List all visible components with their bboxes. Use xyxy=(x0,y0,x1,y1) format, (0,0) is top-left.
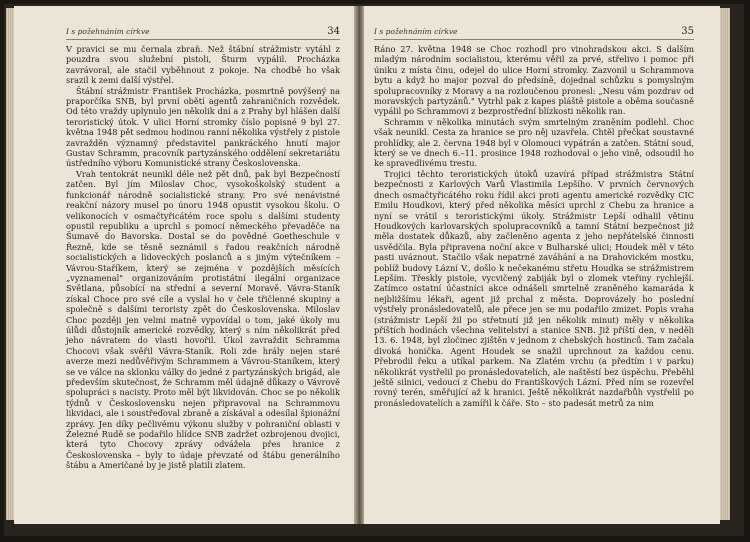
right-page xyxy=(364,6,720,524)
right-running-head: I s požehnáním církve xyxy=(374,27,458,36)
right-page-edges xyxy=(720,8,730,520)
right-page-header xyxy=(374,26,694,40)
left-page-number: 34 xyxy=(327,26,340,37)
paragraph: Vrah tentokrát neunikl déle než pět dnů, pak byl Bezpečností zatčen. Byl jím Miloslav Choc, vysokoškolský student a funkcionář národně socialistické strany. Pro své nenávistné reakční názory musel po únoru 1948 opustit vysokou školu. O velikonocích v osmačtyřicátém roce spolu s dalšími studenty opustil republiku a uprchl s pomocí německého převaděče na Šumavě do Bavorska. Dostal se do povědné Goetheschule v Řezně, kde se těsně seznámil s řadou reakčních národně socialistických a lidoveckých poslanců a s jiným výtečníkem – Vávrou-Staříkem, který se zejména v pozdějších měsících „vyznamenal" organizováním protistátní ilegální organizace Světlana, působící na střední a severní Moravě. Vávra-Staník získal Choce pro své cíle a vyslal ho v čele třičlenné skupiny a společně s dalšími teroristy zpět do Československa. Miloslav Choc později jen velmi matně vypovídal o tom, jaké úkoly mu úlůdi důstojník americké rozvědky, který s ním několikrát před jeho návratem do vlasti hovořil. Úkol zavraždit Schramma Chocovi však svěřil Vávra-Staník. Roli zde hrály nejen staré averze mezi nedůvěřivým Schrammem a Vávrou-Staníkem, který se ve válce na sklonku války do jedné z partyzánských brigád, ale především skutečnost, že Schramm měl údajně důkazy o Vávrově spolupráci s nacisty. Proto měl být likvidován. Choc se po několik týdnů v Československu nejen připravoval na Schrammovu likvidaci, ale i soustřeďoval zbraně a získával a odesílal špionážní zprávy. Jen díky pečlivému výkonu služby v pohraniční oblasti v Železné Rudě se podařilo hlídce SNB zadržet ozbrojenou dvojici, která tyto Chocovy zprávy odvážela přes hranice z Československa – byly to údaje převzaté od štábu generálního štábu a Američané by je jistě platili zlatem. xyxy=(66,168,340,471)
paragraph: Trojici těchto teroristických útoků uzavírá případ strážmistra Státní bezpečnosti z Karlových Varů Vlastimila Lepšího. V prvních červnových dnech osmačtyřicátého roku řídil akci proti agentu americké rozvědky CIC Emilu Houdkovi, který před několika měsíci uprchl z Chebu za hranice a nyní se vrátil s teroristickými úkoly. Strážmistr Lepší odhalil větinu Houdkových karlovarských spolupracovníků a tamní Státní bezpečnost již měla dostatek důkazů, aby začleněno agenta z jeho nepřátelské činnosti usvědčila. Byla připravena noční akce v Bulharské ulici; Houdek měl v této pasti uváznout. Stačilo však nepatrné zaváhání a na Drahovickém mostku, poblíž budovy Lázní V., došlo k nečekanému střetu Houdka se strážmistrem Lepším. Třeskly pistole, vycvičený zabiják byl o zlomek vteřiny rychlejší. Zatímco ostatní účastníci akce odnášeli smrtelně zraněného kamaráda k nejbližšímu lékaři, agent již prchal z města. Doprovázely ho poslední výstřely pronásledovatelů, ale přece jen se mu podařilo zmizet. Popis vraha (strážmistr Lepší žil po střetnutí již jen několik minut) měly v několika příštích hodinách všechna velitelství a stanice SNB. Již příští den, v neděli 13. 6. 1948, byl zločinec zjištěn v jednom z chebských hostinců. Tam začala divoká honička. Agent Houdek se snažil uprchnout za každou cenu. Přebrodil řeku a utíkal parkem. Na Zlatém vrchu (a předtím i v parku) několikrát vystřelil po pronásledovatelích, ale naštěstí bez úspěchu. Přeběhl ještě silnici, vedoucí z Chebu do Františkových Lázní. Před ním se rozevřel rovný terén, směřující až k hranici. Ještě několikrát nazdařbůh vystřelil po pronásledovatelích a zamířil k čáře. Sto – sto padesát metrů za nim xyxy=(374,168,694,408)
left-page-edges xyxy=(6,8,14,520)
paragraph: Schramm v několika minutách svým smrtelným zraněním podlehl. Choc však neunikl. Cesta za hranice se pro něj uzavřela. Chtěl přečkat soustavné prohlídky, ale 2. června 1948 byl v Olomouci vypátrán a zatčen. Státní soud, který se ve dnech 6.–11. prosince 1948 rozhodoval o jeho vině, odsoudil ho ke spravedlivému trestu. xyxy=(374,116,694,169)
paragraph: Štábní strážmistr František Procházka, posmrtně povýšený na praporčíka SNB, byl první obětí agentů zahraničních rozvědek. Od této vraždy uplynulo jen několik dní a z Prahy byl hlášen další teroristický útok. V ulici Horní stromky číslo popisné 9 byl 27. května 1948 pět sedmou hodinou ranní několika výstřely z pistole zavražděn významný představitel pankráckého hnutí major Gustav Schramm, pracovník partyzánského oddělení sekretariátu ústředního výboru Komunistické strany Československa. xyxy=(66,85,340,169)
paragraph: V pravici se mu černala zbraň. Než štábní strážmistr vytáhl z pouzdra svou služební pistoli, Šturm vypálil. Procházka zavrávoral, ale stačil vyběhnout z pokoje. Na chodbě ho však srazil k zemi další výstřel. xyxy=(66,44,340,86)
left-running-head: I s požehnáním církve xyxy=(66,27,150,36)
right-page-number: 35 xyxy=(681,26,694,37)
paragraph: Ráno 27. května 1948 se Choc rozhodl pro vinohradskou akci. S dalším mladým národním socialistou, kterému věřil za prvé, střelivo i pomoc při úniku z místa činu, odejel do ulice Horní stromky. Zazvonil u Schrammova bytu a když ho major pozval do předsíně, dojednal schůzku s pomyslným spolupracovníky z Moravy a na rozloučenou pronesl: „Nesu vám pozdrav od moravských partyzánů." Vytrhl pak z kapes pláště pistole a oběma současně vypálil po Schrammovi z bezprostřední blízkosti několik ran. xyxy=(374,44,694,117)
left-page xyxy=(14,6,354,524)
left-page-body xyxy=(66,44,340,471)
book-gutter xyxy=(354,6,364,524)
left-page-header xyxy=(66,26,340,40)
right-page-body xyxy=(374,44,694,408)
